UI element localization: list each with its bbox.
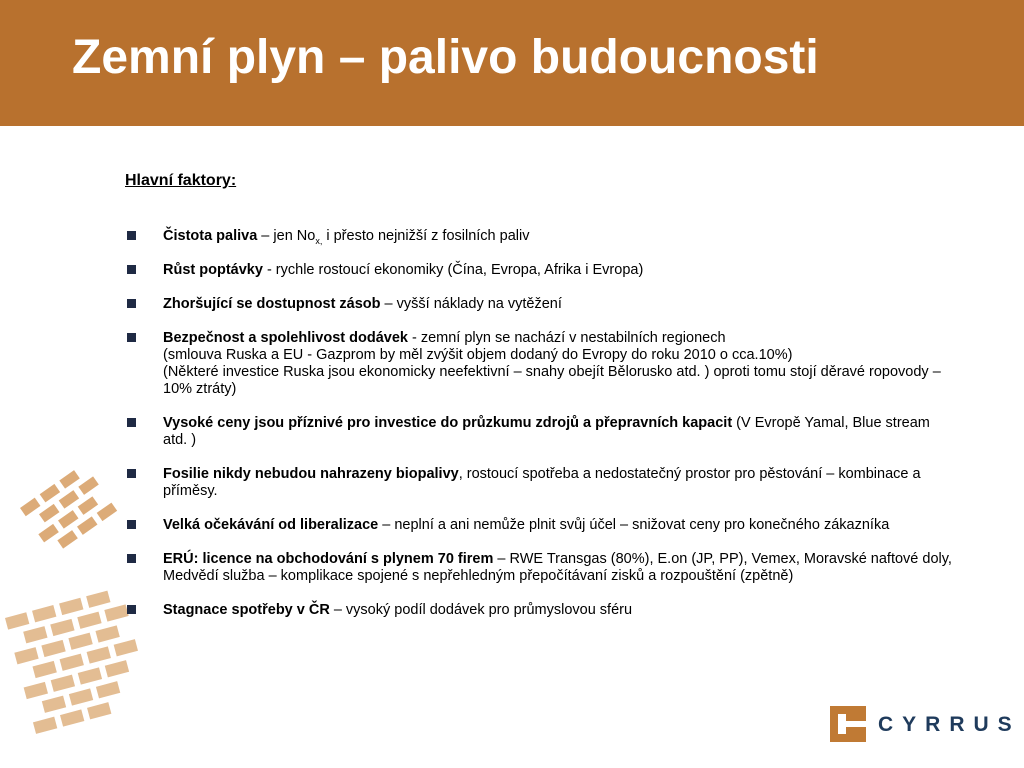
bullet-square-icon — [127, 520, 136, 529]
item-text: - rychle rostoucí ekonomiky (Čína, Evropa, Afrika i Evropa) — [262, 262, 644, 278]
item-title: Zhoršující se dostupnost zásob — [163, 296, 381, 312]
bullet-square-icon — [127, 299, 136, 308]
list-item — [125, 262, 955, 279]
bullet-square-icon — [127, 333, 136, 342]
item-title: ERÚ: licence na obchodování s plynem 70 firem — [163, 551, 494, 567]
item-text: (V Evropě Yamal, Blue stream atd. ) — [163, 415, 930, 448]
item-title: Čistota paliva — [163, 228, 258, 244]
list-item — [125, 228, 955, 245]
item-text-line: (Některé investice Ruska jsou ekonomicky neefektivní – snahy obejít Bělorusko atd. ) oproti tomu stojí děravé ropovody – 10% ztráty) — [163, 364, 941, 397]
list-item — [125, 330, 955, 398]
list-item — [125, 551, 955, 585]
item-text: – vyšší náklady na vytěžení — [380, 296, 562, 312]
cyrrus-logo-icon — [830, 706, 866, 742]
item-text: – neplní a ani nemůže plnit svůj účel – snižovat ceny pro konečného zákazníka — [378, 517, 890, 533]
list-item — [125, 296, 955, 313]
bullet-square-icon — [127, 231, 136, 240]
title-bar — [0, 0, 1024, 126]
item-title: Růst poptávky — [163, 262, 263, 278]
item-title: Bezpečnost a spolehlivost dodávek — [163, 330, 408, 346]
slide-title: Zemní plyn – palivo budoucnosti — [72, 31, 819, 84]
list-item — [125, 466, 955, 500]
bullet-square-icon — [127, 469, 136, 478]
item-text-cont: i přesto nejnižší z fosilních paliv — [322, 228, 530, 244]
bullet-square-icon — [127, 605, 136, 614]
item-title: Stagnace spotřeby v ČR — [163, 602, 330, 618]
item-text: , rostoucí spotřeba a nedostatečný prostor pro pěstování – kombinace a příměsy. — [163, 466, 921, 499]
logo-text: CYRRUS — [878, 713, 1021, 736]
list-item — [125, 602, 955, 619]
item-subscript: x, — [315, 235, 323, 246]
item-text-line: (smlouva Ruska a EU - Gazprom by měl zvýšit objem dodaný do Evropy do roku 2010 o cca.10%) — [163, 347, 793, 363]
slide-content — [125, 172, 955, 636]
item-title: Velká očekávání od liberalizace — [163, 517, 379, 533]
item-text: – jen No — [257, 228, 316, 244]
section-heading: Hlavní faktory: — [125, 172, 237, 189]
bullet-square-icon — [127, 554, 136, 563]
item-text: – vysoký podíl dodávek pro průmyslovou sféru — [329, 602, 633, 618]
list-item — [125, 415, 955, 449]
item-title: Vysoké ceny jsou příznivé pro investice do průzkumu zdrojů a přepravních kapacit — [163, 415, 733, 431]
cyrrus-logo — [830, 706, 1021, 742]
item-text: - zemní plyn se nachází v nestabilních regionech — [407, 330, 726, 346]
factor-list — [125, 228, 955, 619]
item-title: Fosilie nikdy nebudou nahrazeny biopalivy — [163, 466, 459, 482]
item-text: – RWE Transgas (80%), E.on (JP, PP), Vemex, Moravské naftové doly, Medvědí služba – komplikace spojené s nepřehledným přepočítávaní zisků a rozpouštění (zpětně) — [163, 551, 952, 584]
bullet-square-icon — [127, 418, 136, 427]
list-item — [125, 517, 955, 534]
bullet-square-icon — [127, 265, 136, 274]
